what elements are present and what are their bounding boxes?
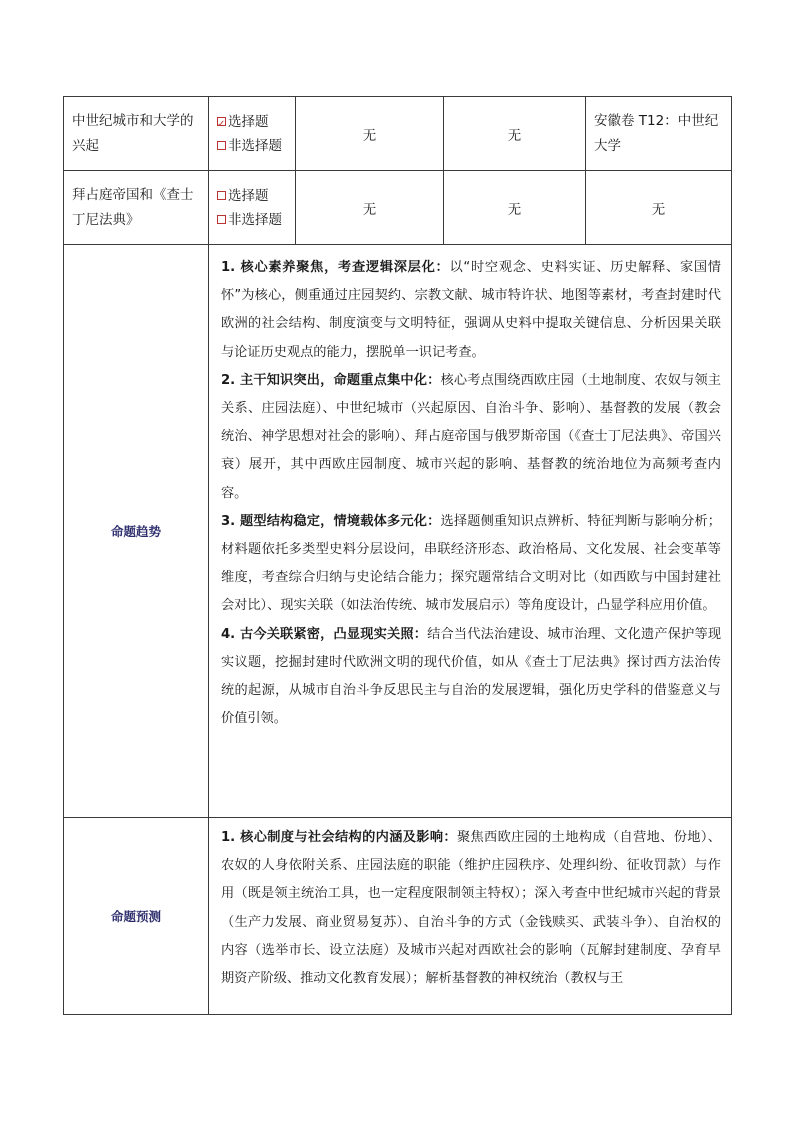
nonchoice-option (217, 134, 287, 158)
choice-label: 选择题 (228, 187, 269, 204)
trend-label: 命题趋势 (110, 524, 161, 539)
topic-text: 拜占庭帝国和《查士丁尼法典》 (72, 186, 194, 228)
forecast-paragraph (221, 824, 721, 993)
exam-cell (296, 171, 444, 245)
exam-cell (444, 171, 586, 245)
cell-value: 无 (507, 127, 522, 144)
choice-option (217, 110, 287, 134)
forecast-label: 命题预测 (110, 909, 161, 924)
table-row (64, 245, 732, 818)
cell-value: 安徽卷 T12：中世纪大学 (594, 112, 719, 154)
paragraph-heading: 1. 核心制度与社会结构的内涵及影响： (221, 830, 457, 845)
exam-cell (586, 171, 732, 245)
exam-cell (296, 97, 444, 171)
exam-analysis-table (63, 96, 732, 1015)
table-row (64, 97, 732, 171)
trend-paragraph (221, 367, 721, 508)
trend-label-cell (64, 245, 209, 818)
paragraph-heading: 2. 主干知识突出，命题重点集中化： (221, 372, 441, 388)
choice-label: 选择题 (228, 113, 269, 130)
trend-paragraph (221, 508, 721, 621)
trend-paragraph (221, 621, 721, 734)
paragraph-body: 结合当代法治建设、城市治理、文化遗产保护等现实议题，挖掘封建时代欧洲文明的现代价值，如从《查士丁尼法典》探讨西方法治传统的起源，从城市自治斗争反思民主与自治的发展逻辑，强化历史学科的借鉴意义与价值引领。 (221, 626, 722, 727)
trend-paragraph (221, 254, 721, 367)
empty-checkbox-icon (217, 141, 226, 150)
trend-content-cell (209, 245, 732, 818)
cell-value: 无 (651, 201, 666, 218)
choice-option (217, 184, 287, 208)
paragraph-heading: 1. 核心素养聚焦，考查逻辑深层化： (221, 260, 450, 275)
checked-checkbox-icon (217, 117, 226, 126)
cell-value: 无 (362, 127, 377, 144)
forecast-content-cell (209, 818, 732, 1015)
exam-cell (444, 97, 586, 171)
empty-checkbox-icon (217, 191, 226, 200)
paragraph-body: 核心考点围绕西欧庄园（土地制度、农奴与领主关系、庄园法庭）、中世纪城市（兴起原因、自治斗争、影响）、基督教的发展（教会统治、神学思想对社会的影响）、拜占庭帝国与俄罗斯帝国（《查士丁尼法典》、帝国兴衰）展开，其中西欧庄园制度、城市兴起的影响、基督教的统治地位为高频考查内容。 (221, 372, 721, 501)
topic-cell (64, 97, 209, 171)
exam-cell (586, 97, 732, 171)
nonchoice-label: 非选择题 (228, 211, 282, 228)
paragraph-body: 选择题侧重知识点辨析、特征判断与影响分析；材料题依托多类型史料分层设问，串联经济形态、政治格局、文化发展、社会变革等维度，考查综合归纳与史论结合能力；探究题常结合文明对比（如西欧与中国封建社会对比）、现实关联（如法治传统、城市发展启示）等角度设计，凸显学科应用价值。 (221, 513, 721, 614)
paragraph-body: 聚焦西欧庄园的土地构成（自营地、份地）、农奴的人身依附关系、庄园法庭的职能（维护庄园秩序、处理纠纷、征收罚款）与作用（既是领主统治工具，也一定程度限制领主特权）；深入考查中世纪城市兴起的背景（生产力发展、商业贸易复苏）、自治斗争的方式（金钱赎买、武装斗争）、自治权的内容（选举市长、设立法庭）及城市兴起对西欧社会的影响（瓦解封建制度、孕育早期资产阶级、推动文化教育发展）；解析基督教的神权统治（教权与王 (221, 830, 721, 987)
cell-value: 无 (362, 201, 377, 218)
nonchoice-option (217, 208, 287, 232)
question-type-cell (209, 171, 296, 245)
topic-text: 中世纪城市和大学的兴起 (72, 112, 194, 154)
topic-cell (64, 171, 209, 245)
nonchoice-label: 非选择题 (228, 137, 282, 154)
paragraph-heading: 3. 题型结构稳定，情境载体多元化： (221, 513, 441, 529)
paragraph-body: 以“时空观念、史料实证、历史解释、家国情怀”为核心，侧重通过庄园契约、宗教文献、城市特许状、地图等素材，考查封建时代欧洲的社会结构、制度演变与文明特征，强调从史料中提取关键信息、分析因果关联与论证历史观点的能力，摆脱单一识记考查。 (221, 260, 721, 360)
question-type-cell (209, 97, 296, 171)
forecast-label-cell (64, 818, 209, 1015)
cell-value: 无 (507, 201, 522, 218)
paragraph-heading: 4. 古今关联紧密，凸显现实关照： (221, 626, 428, 642)
empty-checkbox-icon (217, 215, 226, 224)
table-row (64, 818, 732, 1015)
table-row (64, 171, 732, 245)
